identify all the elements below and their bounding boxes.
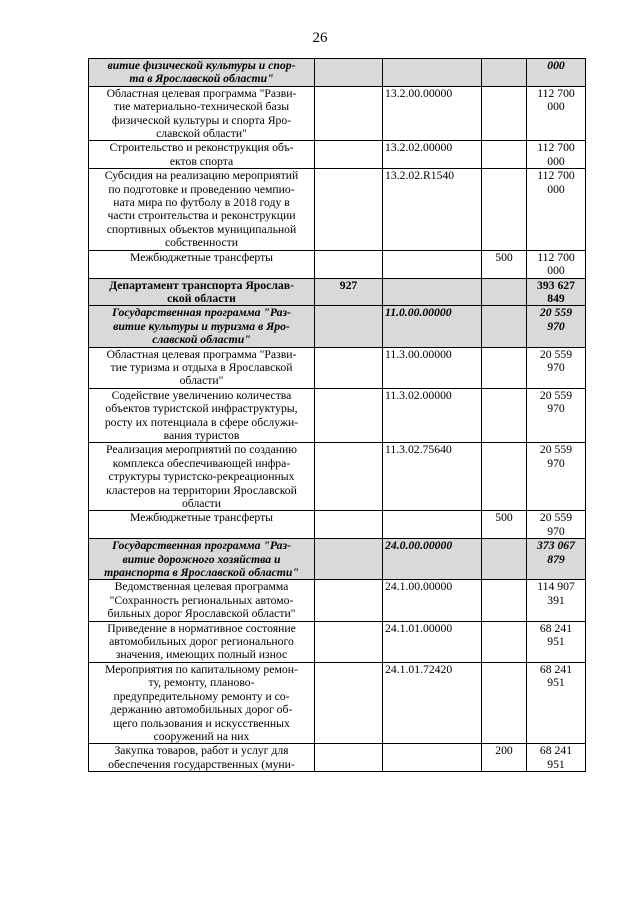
row-dept-cell xyxy=(315,539,383,580)
table-row xyxy=(89,580,586,621)
table-row xyxy=(89,250,586,278)
row-name-cell: Строительство и реконструкция объ- ектов спорта xyxy=(89,141,315,169)
row-amount-cell: 112 700 000 xyxy=(527,86,586,141)
row-name-cell: Содействие увеличению количества объектов туристской инфраструктуры, росту их потенциала в сфере обслужи- вания туристов xyxy=(89,388,315,443)
row-name-cell: Межбюджетные трансферты xyxy=(89,511,315,539)
row-name-cell: Приведение в нормативное состояние автомобильных дорог регионального значения, имеющих полный износ xyxy=(89,621,315,662)
table-row xyxy=(89,443,586,511)
row-amount-cell: 373 067 879 xyxy=(527,539,586,580)
row-expense-type-cell xyxy=(482,86,527,141)
row-name-cell: Мероприятия по капитальному ремон- ту, ремонту, планово- предупредительному ремонту и со- держанию автомобильных дорог об- щего пользования и искусственных сооружений на них xyxy=(89,662,315,743)
row-code-cell: 11.3.02.75640 xyxy=(383,443,482,511)
row-amount-cell: 68 241 951 xyxy=(527,662,586,743)
row-expense-type-cell: 500 xyxy=(482,511,527,539)
row-amount-cell: 000 xyxy=(527,59,586,87)
row-dept-cell: 927 xyxy=(315,278,383,306)
row-expense-type-cell xyxy=(482,443,527,511)
row-expense-type-cell xyxy=(482,169,527,250)
row-expense-type-cell xyxy=(482,621,527,662)
row-code-cell: 13.2.00.00000 xyxy=(383,86,482,141)
row-expense-type-cell xyxy=(482,539,527,580)
row-expense-type-cell xyxy=(482,141,527,169)
table-row xyxy=(89,278,586,306)
row-code-cell: 24.1.00.00000 xyxy=(383,580,482,621)
row-amount-cell: 20 559 970 xyxy=(527,306,586,347)
row-dept-cell xyxy=(315,141,383,169)
row-name-cell: Реализация мероприятий по созданию комплекса обеспечивающей инфра- структуры туристско-рекреационных кластеров на территории Ярославской области xyxy=(89,443,315,511)
table-row xyxy=(89,511,586,539)
row-amount-cell: 20 559 970 xyxy=(527,511,586,539)
row-expense-type-cell xyxy=(482,662,527,743)
row-name-cell: Областная целевая программа "Разви- тие материально-технической базы физической культуры и спорта Яро- славской области" xyxy=(89,86,315,141)
row-code-cell: 24.1.01.00000 xyxy=(383,621,482,662)
table-row xyxy=(89,59,586,87)
row-dept-cell xyxy=(315,306,383,347)
row-expense-type-cell xyxy=(482,278,527,306)
row-code-cell: 13.2.02.00000 xyxy=(383,141,482,169)
row-name-cell: Закупка товаров, работ и услуг для обеспечения государственных (муни- xyxy=(89,744,315,772)
row-expense-type-cell xyxy=(482,388,527,443)
row-dept-cell xyxy=(315,86,383,141)
row-name-cell: Ведомственная целевая программа "Сохранность региональных автомо- бильных дорог Ярославской области" xyxy=(89,580,315,621)
row-name-cell: Областная целевая программа "Разви- тие туризма и отдыха в Ярославской области" xyxy=(89,347,315,388)
table-row xyxy=(89,388,586,443)
row-code-cell: 24.1.01.72420 xyxy=(383,662,482,743)
row-dept-cell xyxy=(315,662,383,743)
row-dept-cell xyxy=(315,250,383,278)
row-code-cell xyxy=(383,250,482,278)
row-amount-cell: 112 700 000 xyxy=(527,169,586,250)
row-code-cell: 11.0.00.00000 xyxy=(383,306,482,347)
table-row xyxy=(89,539,586,580)
row-amount-cell: 112 700 000 xyxy=(527,250,586,278)
row-dept-cell xyxy=(315,443,383,511)
table-row xyxy=(89,662,586,743)
row-expense-type-cell: 500 xyxy=(482,250,527,278)
table-row xyxy=(89,141,586,169)
row-code-cell: 24.0.00.00000 xyxy=(383,539,482,580)
row-code-cell: 11.3.02.00000 xyxy=(383,388,482,443)
row-expense-type-cell xyxy=(482,347,527,388)
row-dept-cell xyxy=(315,347,383,388)
row-code-cell xyxy=(383,278,482,306)
row-dept-cell xyxy=(315,511,383,539)
row-code-cell xyxy=(383,511,482,539)
row-dept-cell xyxy=(315,169,383,250)
row-name-cell: Государственная программа "Раз- витие культуры и туризма в Яро- славской области" xyxy=(89,306,315,347)
row-code-cell xyxy=(383,744,482,772)
row-amount-cell: 112 700 000 xyxy=(527,141,586,169)
row-dept-cell xyxy=(315,59,383,87)
row-name-cell: Государственная программа "Раз- витие дорожного хозяйства и транспорта в Ярославской области" xyxy=(89,539,315,580)
table-row xyxy=(89,306,586,347)
row-code-cell: 11.3.00.00000 xyxy=(383,347,482,388)
row-code-cell: 13.2.02.R1540 xyxy=(383,169,482,250)
row-name-cell: витие физической культуры и спор- та в Ярославской области" xyxy=(89,59,315,87)
row-dept-cell xyxy=(315,580,383,621)
row-expense-type-cell xyxy=(482,580,527,621)
row-amount-cell: 20 559 970 xyxy=(527,388,586,443)
table-row xyxy=(89,621,586,662)
row-dept-cell xyxy=(315,621,383,662)
row-dept-cell xyxy=(315,388,383,443)
table-row xyxy=(89,347,586,388)
page-number: 26 xyxy=(312,30,328,46)
table-row xyxy=(89,86,586,141)
row-amount-cell: 393 627 849 xyxy=(527,278,586,306)
table-row xyxy=(89,169,586,250)
row-amount-cell: 68 241 951 xyxy=(527,744,586,772)
row-dept-cell xyxy=(315,744,383,772)
row-code-cell xyxy=(383,59,482,87)
row-expense-type-cell: 200 xyxy=(482,744,527,772)
row-expense-type-cell xyxy=(482,59,527,87)
row-expense-type-cell xyxy=(482,306,527,347)
row-amount-cell: 20 559 970 xyxy=(527,347,586,388)
budget-table xyxy=(88,58,586,772)
row-amount-cell: 20 559 970 xyxy=(527,443,586,511)
row-amount-cell: 68 241 951 xyxy=(527,621,586,662)
row-name-cell: Межбюджетные трансферты xyxy=(89,250,315,278)
row-name-cell: Департамент транспорта Ярослав- ской области xyxy=(89,278,315,306)
row-name-cell: Субсидия на реализацию мероприятий по подготовке и проведению чемпио- ната мира по футболу в 2018 году в части строительства и реконструкции спортивных объектов муниципальной собственности xyxy=(89,169,315,250)
table-row xyxy=(89,744,586,772)
row-amount-cell: 114 907 391 xyxy=(527,580,586,621)
